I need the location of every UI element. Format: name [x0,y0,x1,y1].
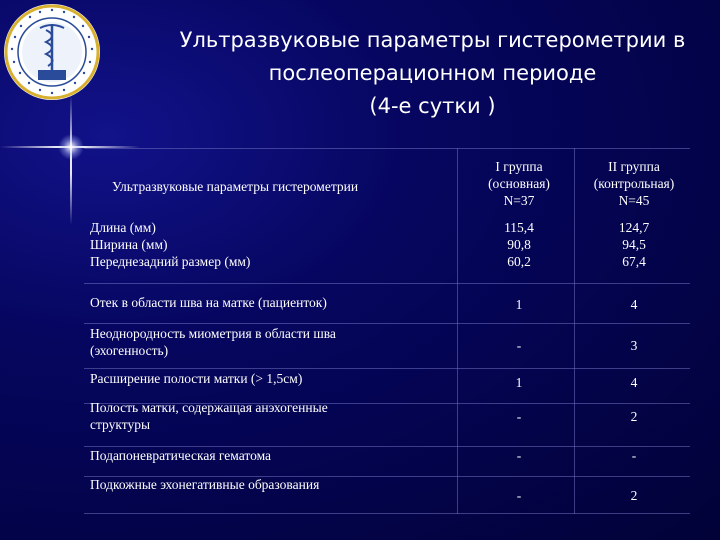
flare-glow [58,134,84,160]
row-dimensions-group2 [579,219,689,270]
row-anechoic-group1: - [516,409,522,424]
row-label-edema: Отек в области шва на матке (пациенток) [90,295,327,310]
row-edema-group2: 4 [630,297,638,312]
title-line-3: (4-е сутки ) [369,94,496,118]
slide-title [150,24,715,123]
row-dimensions-group1 [464,219,574,270]
row-heterogeneity-group2: 3 [630,338,638,353]
cell-value: 67,4 [622,254,646,269]
title-line-2: послеоперационном периоде [268,61,597,85]
flare-vertical [70,95,72,225]
cell-value: 94,5 [622,237,646,252]
row-divider [84,513,690,514]
academy-logo [2,2,102,102]
column-divider [574,148,575,514]
row-label-line: Полость матки, содержащая анэхогенные [90,400,328,415]
row-divider [84,283,690,284]
row-divider [84,323,690,324]
row-label-line: Длина (мм) [90,220,156,235]
row-label-line: структуры [90,417,151,432]
cell-value: 90,8 [507,237,531,252]
row-label-anechoic [90,399,328,433]
row-label-line: Ширина (мм) [90,237,168,252]
row-anechoic-group2: 2 [630,409,638,424]
row-heterogeneity-group1: - [516,338,522,353]
title-line-1: Ультразвуковые параметры гистерометрии в [179,28,686,52]
row-label-heterogeneity [90,325,336,359]
cell-value: 124,7 [618,220,650,235]
cell-value: 60,2 [507,254,531,269]
row-divider [84,148,690,149]
row-label-subcutaneous: Подкожные эхонегативные образования [90,477,320,492]
row-divider [84,368,690,369]
header-group1-line: N=37 [503,193,535,208]
header-group1 [464,158,574,209]
ultrasound-table [84,148,690,514]
header-group1-line: I группа [495,159,543,174]
row-label-dimensions [90,219,250,270]
header-param: Ультразвуковые параметры гистерометрии [112,179,359,194]
row-subcutaneous-group2: 2 [630,488,638,503]
header-group2-line: N=45 [618,193,650,208]
row-dilation-group1: 1 [515,375,523,390]
header-group1-line: (основная) [488,176,550,191]
header-group2-line: II группа [608,159,660,174]
row-label-dilation: Расширение полости матки (> 1,5см) [90,371,303,386]
row-dilation-group2: 4 [630,375,638,390]
row-label-line: Неоднородность миометрия в области шва [90,326,336,341]
header-group2-line: (контрольная) [593,176,675,191]
row-edema-group1: 1 [515,297,523,312]
cell-value: 115,4 [504,220,534,235]
row-label-hematoma: Подапоневратическая гематома [90,448,272,463]
row-subcutaneous-group1: - [516,488,522,503]
header-group2 [579,158,689,209]
row-hematoma-group1: - [516,448,522,463]
row-hematoma-group2: - [631,448,637,463]
column-divider [457,148,458,514]
row-label-line: (эхогенность) [90,343,169,358]
row-label-line: Переднезадний размер (мм) [90,254,251,269]
